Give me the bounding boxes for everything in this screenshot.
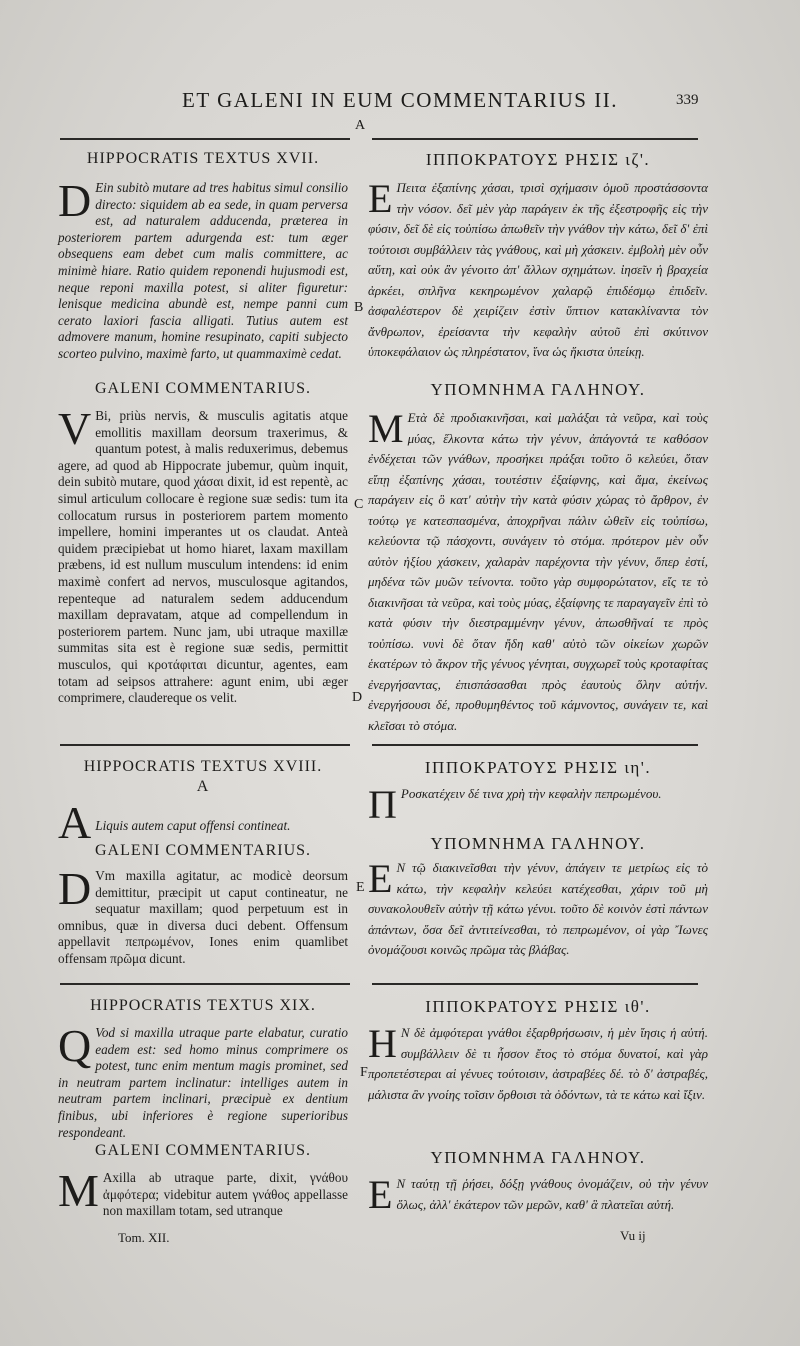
- section-heading: ΙΠΠΟΚΡΑΤΟΥΣ ΡΗΣΙΣ ιζ'.: [425, 150, 651, 169]
- margin-letter-f: F: [360, 1065, 368, 1080]
- right-column-block-6: [368, 1148, 708, 1215]
- catchword-left: Tom. XII.: [118, 1230, 170, 1245]
- margin-letter-e: E: [356, 880, 365, 895]
- paragraph-text: Ein subitò mutare ad tres habitus simul consilio directo: siquidem ab ea sede, in quam perversa est, ad naturalem adducenda, præterea in posteriorem partem adurgenda est: tum æger obsequens eam debet cum malis committere, ac minimè hiare. Ratio quidem reponendi hujusmodi est, neque reponi maxilla potest, si aliter figuretur: lenisque medicina abundè est, nempe panni cum cerato laxiori fascia alligati. Tutius autem est admovere manum, homine resupinato, capiti subjecto scorteo pulvino, maximè farto, ut quammaximè cedat.: [58, 180, 348, 361]
- catchword-right: Vu ij: [620, 1228, 646, 1243]
- drop-cap: Π: [368, 782, 397, 827]
- paragraph-text: Ετὰ δὲ προδιακινῆσαι, καὶ μαλάξαι τὰ νεῦρα, καὶ τοὺς μύας, ἕλκοντα κάτω τὴν γένυν, ἀπάγοντά τε καθόσον ἐνδέχεται τῶν γνάθων, προσήκει πράξαι τοῦτο ὃ κελεύει, ὅταν εἴπῃ ἐξαπίνης χάσαι, τουτέστιν ἐξαίφνης, καὶ ἅμα, ἐκείνως παράγειν εἰς ὃ κατ' αὐτὴν τὴν κατὰ φύσιν χώρας τὸ ἄρθρον, ἐν τούτῳ γε κατεσπασμένα, ἀποχρῆναι πάλιν ὠθεῖν εἰς τοὐπίσω, κελεύοντα τῷ πάσχοντι, συνάγειν τὸ στόμα. πρότερον μὲν οὖν αὐτὸν ἠξίου χάσκειν, χαλαρὰν παρέχοντα τὴν γένυν, ὅπερ ἐστί, μηδένα τῶν μυῶν τείνοντα. τοῦτο γὰρ συμφορώτατον, εἴς τε τὸ διακινῆσαι τὰ νεῦρα, καὶ τοὺς μύας, ἐξαίφνης τε παραγαγεῖν ἐπὶ τὸ κατὰ φύσιν τὴν διεστραμμένην γένυν, ἀπωσθῆναί τε πρὸς τοὐπίσω. νυνὶ δὲ ὅταν ἤδη καθ' αὐτὸ τῶν οἰκείων χωρῶν ἑκατέρων τὸ ἄκρον τῆς γένυος γένηται, συγχωρεῖ τοὺς κροταφίτας ἐνεργήσαντας, ἐπισπάσασθαι πρὸς ἑαυτοὺς ὅλην αὐτήν. ἐνεργήσουσι δέ, προθυμηθέντος τοῦ κάμνοντος, συνάγειν τε, καὶ κλεῖσαι τὸ στόμα.: [368, 410, 708, 733]
- drop-cap: V: [58, 403, 92, 454]
- section-heading: ΙΠΠΟΚΡΑΤΟΥΣ ΡΗΣΙΣ ιθ'.: [425, 997, 651, 1016]
- greek-text: [368, 408, 708, 736]
- left-column-block-6: [58, 1142, 348, 1220]
- page-number: 339: [676, 92, 699, 108]
- greek-text: [368, 858, 708, 961]
- right-column-block-4: [368, 834, 708, 961]
- drop-cap: D: [58, 863, 92, 914]
- section-heading: ΥΠΟΜΝΗΜΑ ΓΑΛΗΝΟΥ.: [430, 380, 646, 399]
- drop-cap: Ε: [368, 1172, 393, 1217]
- drop-cap: Ε: [368, 856, 393, 901]
- drop-cap: M: [58, 1165, 99, 1216]
- paragraph-text: Ν δὲ ἀμφότεραι γνάθοι ἐξαρθρήσωσιν, ἡ μὲν ἴησις ἡ αὐτή. συμβάλλειν δὲ τι ἧσσον ἔτος τὸ στόμα δυνατοί, καὶ γὰρ προπετέστεραι αἱ γένυες τούτοισιν, ἀστραβέες δέ. τὸ δ' ἀστραβές, μάλιστα ἂν γνοίης τοῖσιν ὄρθοισι τὰ ὀδόντων, τὰ τε κάτω καὶ ἴξιν.: [368, 1025, 708, 1102]
- hippocrates-text: [58, 1020, 348, 1141]
- drop-cap: Μ: [368, 406, 404, 451]
- drop-cap: Ε: [368, 176, 393, 221]
- drop-cap: Η: [368, 1021, 397, 1066]
- greek-text: [368, 1174, 708, 1215]
- right-column-block-5: [368, 997, 708, 1105]
- galen-commentary-text: [58, 1165, 348, 1220]
- section-heading: ΙΠΠΟΚΡΑΤΟΥΣ ΡΗΣΙΣ ιη'.: [424, 758, 652, 777]
- hippocrates-text: [58, 175, 348, 363]
- margin-letter-c: C: [354, 497, 364, 512]
- greek-text: [368, 782, 708, 827]
- left-column-block-2: [58, 380, 348, 707]
- paragraph-text: Πειτα ἐξαπίνης χάσαι, τρισὶ σχήμασιν ὁμοῦ προστάσσοντα τὴν νόσον. δεῖ μὲν γὰρ παράγειν ἐκ τῆς ἐξεστροφῆς εἰς τὴν φύσιν, δεῖ δὲ εἰς τοὐπίσω ἀπωθεῖν τὴν γνάθον τὴν κάτω, δεῖ δ' ἐπὶ τούτοισι συμβάλλειν τὰς γνάθους, καὶ μὴ χάσκειν. ἐμβολὴ μὲν οὖν αὕτη, καὶ οὐκ ἂν γένοιτο ἀπ' ἄλλων σχημάτων. ἰησεῖν ἡ βραχεία ἀρκέει, σπλῆνα κεκηρωμένον χαλαρῷ ἐπιδέσμῳ ἐπιδεῖν. ἀσφαλέστερον δὲ χειρίζειν ἐστὶν ὕπτιον κατακλίναντα τὸν ἄνθρωπον, ἐρείσαντα τὴν κεφαλὴν αὐτοῦ ἐπὶ σκύτινον ὑποκεφάλαιον ὡς πληρέστατον, ἵνα ὡς ἥκιστα ὑπείκῃ.: [368, 180, 708, 359]
- galen-commentary-text: [58, 863, 348, 968]
- drop-cap: D: [58, 175, 92, 226]
- header-rule-right: [372, 138, 698, 140]
- section-heading: ΥΠΟΜΝΗΜΑ ΓΑΛΗΝΟΥ.: [430, 1148, 646, 1167]
- margin-letter-a: A: [355, 118, 366, 133]
- section-heading: ΥΠΟΜΝΗΜΑ ΓΑΛΗΝΟΥ.: [430, 834, 646, 853]
- greek-text: [368, 178, 708, 363]
- hippocrates-text: [58, 797, 348, 848]
- paragraph-text: Vod si maxilla utraque parte elabatur, curatio eadem est: sed homo minus comprimere os potest, tunc enim mentum magis prominet, sed in neutram partem inclinatur: intelliges autem in neutram partem inclinari, præcipuè ex dentium finibus, ubi inferiores è regione superioribus respondeant.: [58, 1025, 348, 1140]
- paragraph-text: Ν ταύτῃ τῇ ῥήσει, δόξῃ γνάθους ὀνομάζειν, οὐ τὴν γένυν ὅλως, ἀλλ' ἑκάτερον τῶν μερῶν, καθ' ἃ πλατεῖαι αὐτή.: [396, 1176, 708, 1212]
- left-column-block-5: [58, 997, 348, 1141]
- left-column-block-3: [58, 758, 348, 848]
- margin-letter-d: D: [352, 690, 363, 705]
- paragraph-text: Vm maxilla agitatur, ac modicè deorsum demittitur, præcipit ut caput contineatur, ne sequatur maxillam; quod perpetuum est in omnibus, quæ in diversa duci debent. Offensum appellavit πεπρωμένον, Iones enim quamlibet offensam πρῶμα dicunt.: [58, 868, 348, 966]
- right-column: [368, 150, 708, 363]
- paragraph-text: Liquis autem caput offensi contineat.: [95, 818, 291, 833]
- section-heading: HIPPOCRATIS TEXTUS XVIII.: [83, 758, 323, 775]
- header-rule-left: [60, 138, 350, 140]
- paragraph-text: Bi, priùs nervis, & musculis agitatis atque emollitis maxillam deorsum traxerimus, & quantum potest, à malis reduxerimus, debemus agere, ad quod ab Hippocrate jubemur, quùm inquit, dein subitò mutare, quod χάσαι dixit, id est repentè, ac simul articulum collocare è regione suæ sedis: tum ita collocatum rursus in posteriorem partem momento impellere, homini imperantes ut os claudat. Anteà quidem præcipiebat ut homo hiaret, laxam maxillam præbens, id est nullum musculum intendens: id enim maximè confert ad nervos, musculosque agitandos, repenteque ad naturalem sedem adducendum maxillam depravatam, atque ad compellendum in posteriorem partem. Nunc jam, ubi utraque maxillæ summitas sita est è regione suæ sedis, permittit musculos, qui κροτάφιται dicuntur, agentes, eam totam ad seipsos attrahere: agunt enim, ubi æger comprimere, claudereque os velit.: [58, 408, 348, 706]
- section-heading: HIPPOCRATIS TEXTUS XVII.: [86, 150, 320, 167]
- section-rule: [60, 744, 350, 746]
- section-rule: [372, 983, 698, 985]
- margin-letter-b: B: [354, 300, 364, 315]
- section-rule: [372, 744, 698, 746]
- section-heading: HIPPOCRATIS TEXTUS XIX.: [90, 997, 316, 1014]
- right-column-block-2: [368, 380, 708, 736]
- section-heading: GALENI COMMENTARIUS.: [94, 380, 312, 397]
- paragraph-text: Ν τῷ διακινεῖσθαι τὴν γένυν, ἀπάγειν τε μετρίως εἰς τὸ κάτω, τὴν κεφαλὴν κελεύει κατέχεσθαι, χάριν τοῦ μὴ συνακολουθεῖν αὐτὴν τῇ κάτω γένυι. τοῦτο δὲ κοινὸν ἐστὶ πάντων ἁπάντων, ὅσα δεῖ ἀντιτείνεσθαι, τὸ πεπρωμένον, οἱ γὰρ Ἴωνες ὀνομάζουσι κοινῶς πρῶμα τὰς βλάβας.: [368, 860, 708, 957]
- left-column: [58, 150, 348, 363]
- paragraph-text: Axilla ab utraque parte, dixit, γνάθου ἀμφότερα; videbitur autem γνάθος appellasse non maxillam totam, sed utranque: [102, 1170, 348, 1219]
- drop-cap: A: [58, 797, 92, 848]
- running-head: ET GALENI IN EUM COMMENTARIUS II.: [182, 88, 618, 112]
- left-column-block-4: [58, 842, 348, 968]
- section-rule: [60, 983, 350, 985]
- section-heading: GALENI COMMENTARIUS.: [94, 1142, 312, 1159]
- greek-text: [368, 1023, 708, 1105]
- paragraph-text: Ροσκατέχειν δέ τινα χρὴ τὴν κεφαλὴν πεπρωμένου.: [400, 786, 662, 801]
- section-subheading: A: [196, 778, 210, 795]
- section-heading: GALENI COMMENTARIUS.: [94, 842, 312, 859]
- right-column-block-3: [368, 758, 708, 827]
- drop-cap: Q: [58, 1020, 92, 1071]
- galen-commentary-text: [58, 403, 348, 707]
